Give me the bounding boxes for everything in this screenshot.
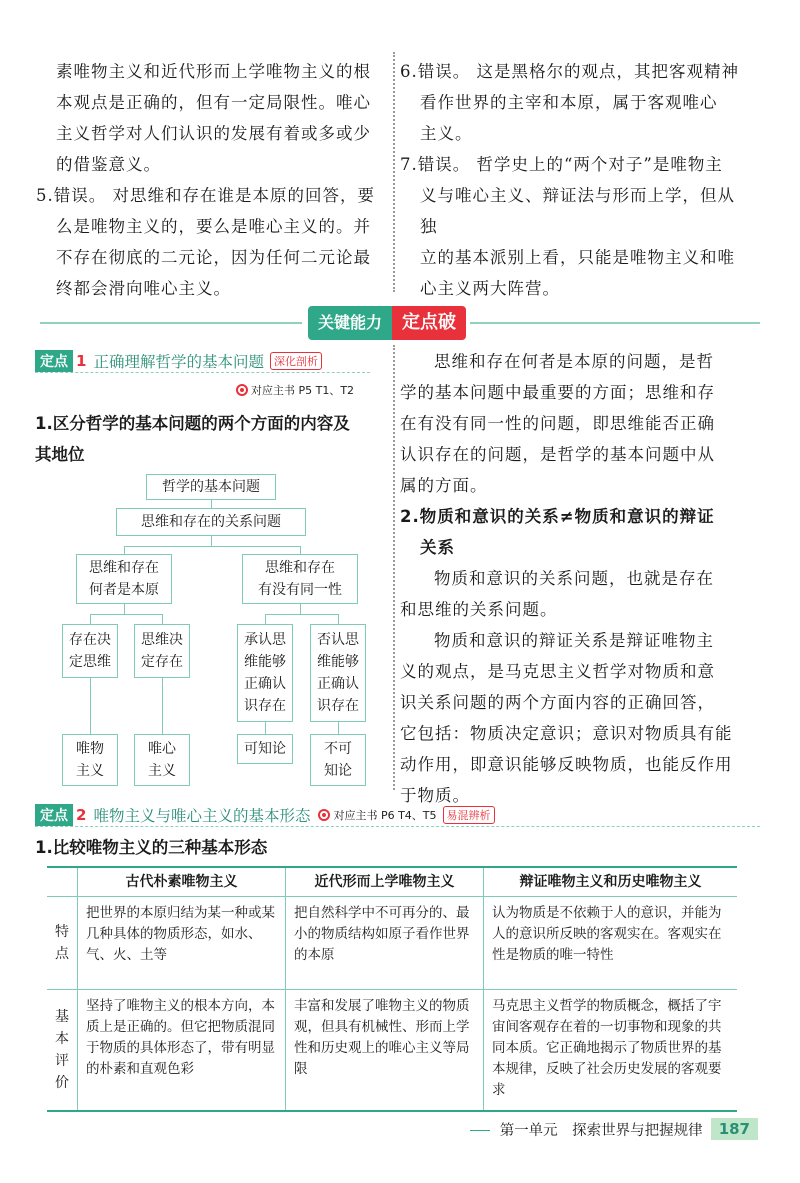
text-line: 5.错误。 对思维和存在谁是本原的回答，要 <box>36 186 375 205</box>
row-label: 基 本 评 价 <box>47 990 78 1112</box>
text-line: 义的观点，是马克思主义哲学对物质和意 <box>400 662 715 681</box>
kp2-heading-1: 1.比较唯物主义的三种基本形态 <box>35 838 268 857</box>
text-line: 心主义两大阵营。 <box>420 279 560 298</box>
text-line: 本观点是正确的，但有一定局限性。唯心 <box>56 93 371 112</box>
tree-connector <box>90 614 162 615</box>
footer-unit-title: 第一单元 探索世界与把握规律 <box>499 1122 703 1139</box>
kp1-right-para-3 <box>400 625 750 811</box>
top-right-column <box>400 56 750 304</box>
tree-node-a <box>76 554 172 604</box>
footer-line <box>470 1130 490 1131</box>
kp-title: 正确理解哲学的基本问题 <box>93 353 264 371</box>
tree-leaf-materialism <box>62 734 118 786</box>
kp-tag: 定点 <box>35 350 73 372</box>
banner-right: 定点破 <box>392 306 466 340</box>
text-line: 看作世界的主宰和本原，属于客观唯心 <box>420 93 718 112</box>
tree-connector <box>300 604 301 614</box>
column-divider-top <box>393 52 395 292</box>
kp1-right-para-1 <box>400 346 750 501</box>
kp-tag-red: 易混辨析 <box>443 806 495 824</box>
table-header: 近代形而上学唯物主义 <box>286 867 484 897</box>
top-left-column <box>36 56 381 304</box>
tree-root <box>146 474 276 500</box>
page-number: 187 <box>711 1118 758 1140</box>
target-icon <box>236 384 248 396</box>
kp1-right-column <box>400 346 750 811</box>
text-line: 于物质。 <box>400 786 470 805</box>
table-cell: 坚持了唯物主义的根本方向，本质上是正确的。但它把物质混同于物质的具体形态了，带有明显的朴素和直观色彩 <box>78 990 286 1112</box>
kp1-heading-2 <box>400 501 750 563</box>
text-line: 2.物质和意识的关系≠物质和意识的辩证 <box>400 507 715 526</box>
tree-label: 思维和存在 何者是本原 <box>89 560 159 598</box>
text-line: 终都会滑向唯心主义。 <box>56 279 231 298</box>
text-line: 主义。 <box>420 124 473 143</box>
tree-label: 可知论 <box>244 741 286 757</box>
text-line: 不存在彻底的二元论，因为任何二元论最 <box>56 248 371 267</box>
text-line: 识关系问题的两个方面内容的正确回答， <box>400 693 715 712</box>
text-line: 思维和存在何者是本原的问题，是哲 <box>434 352 714 371</box>
text-line: 属的方面。 <box>400 476 488 495</box>
table-header: 辩证唯物主义和历史唯物主义 <box>484 867 738 897</box>
tree-label: 思维决 定存在 <box>141 632 183 670</box>
table-cell: 把自然科学中不可再分的、最小的物质结构如原子看作世界的本原 <box>286 897 484 990</box>
para-continued <box>36 56 381 180</box>
tree-connector <box>90 614 91 624</box>
table-header <box>47 867 78 897</box>
text-line: 它包括：物质决定意识；意识对物质具有能 <box>400 724 733 743</box>
item-7 <box>400 149 750 304</box>
tree-label: 思维和存在的关系问题 <box>141 514 281 530</box>
tree-label: 不可 知论 <box>324 741 352 779</box>
table-cell: 把世界的本原归结为某一种或某几种具体的物质形态，如水、气、火、土等 <box>78 897 286 990</box>
text-line: 物质和意识的辩证关系是辩证唯物主 <box>434 631 714 650</box>
tree-node-a1 <box>62 624 118 678</box>
table-cell: 马克思主义哲学的物质概念，概括了宇宙间客观存在着的一切事物和现象的共同本质。它正确地揭示了物质世界的基本规律，反映了社会历史发展的客观要求 <box>484 990 738 1112</box>
kp1-heading-1 <box>35 408 385 470</box>
table-cell: 丰富和发展了唯物主义的物质观，但具有机械性、形而上学性和历史观上的唯心主义等局限 <box>286 990 484 1112</box>
table-header-row <box>47 867 737 897</box>
item-6 <box>400 56 750 149</box>
tree-connector <box>124 546 125 554</box>
tree-level1 <box>116 508 306 536</box>
row-label: 特 点 <box>47 897 78 990</box>
table-header: 古代朴素唯物主义 <box>78 867 286 897</box>
text-line: 主义哲学对人们认识的发展有着或多或少 <box>56 124 371 143</box>
text-line: 在有没有同一性的问题，即思维能否正确 <box>400 414 715 433</box>
table-row <box>47 990 737 1112</box>
tree-leaf-knowable <box>237 734 293 764</box>
kp-title: 唯物主义与唯心主义的基本形态 <box>93 807 311 825</box>
kp1-underline <box>35 372 370 373</box>
target-icon <box>318 809 330 821</box>
tree-label: 思维和存在 有没有同一性 <box>258 560 342 598</box>
tree-leaf-idealism <box>134 734 190 786</box>
tree-connector <box>265 614 338 615</box>
tree-connector <box>124 546 300 547</box>
tree-node-b <box>242 554 358 604</box>
tree-connector <box>265 614 266 624</box>
banner-left: 关键能力 <box>308 306 392 340</box>
tree-connector <box>300 546 301 554</box>
kp-number: 1 <box>76 352 87 370</box>
tree-label: 唯物 主义 <box>76 741 104 779</box>
comparison-table <box>47 866 737 1112</box>
text-line: 认识存在的问题，是哲学的基本问题中从 <box>400 445 715 464</box>
tree-connector <box>338 722 339 734</box>
tree-connector <box>338 614 339 624</box>
page-footer <box>500 1118 758 1140</box>
column-divider-mid <box>393 345 395 790</box>
kp1-right-para-2 <box>400 563 750 625</box>
tree-connector <box>162 614 163 624</box>
kp1-ref-text: 对应主书 P5 T1、T2 <box>251 384 355 397</box>
tree-node-a2 <box>134 624 190 678</box>
text-line: 和思维的关系问题。 <box>400 600 558 619</box>
text-line: 物质和意识的关系问题，也就是存在 <box>434 569 714 588</box>
tree-leaf-unknowable <box>310 734 366 786</box>
key-point-2-header <box>35 804 495 826</box>
text-line: 么是唯物主义的，要么是唯心主义的。并 <box>56 217 371 236</box>
banner-line-right <box>470 322 760 324</box>
section-banner <box>308 306 466 340</box>
tree-connector <box>265 722 266 734</box>
text-line: 立的基本派别上看，只能是唯物主义和唯 <box>420 248 735 267</box>
kp-tag: 定点 <box>35 804 73 826</box>
tree-node-b2 <box>310 624 366 722</box>
kp2-underline <box>35 826 760 827</box>
tree-label: 否认思 维能够 正确认 识存在 <box>317 632 359 714</box>
kp-number: 2 <box>76 806 87 824</box>
text-line: 动作用，即意识能够反映物质，也能反作用 <box>400 755 733 774</box>
tree-connector <box>162 678 163 734</box>
tree-label: 存在决 定思维 <box>69 632 111 670</box>
item-5 <box>36 180 381 304</box>
banner-line-left <box>40 322 302 324</box>
tree-node-b1 <box>237 624 293 722</box>
tree-label: 唯心 主义 <box>148 741 176 779</box>
tree-connector <box>211 536 212 546</box>
kp2-ref-text: 对应主书 P6 T4、T5 <box>333 809 437 822</box>
text-line: 素唯物主义和近代形而上学唯物主义的根 <box>56 62 371 81</box>
tree-connector <box>211 500 212 508</box>
tree-label: 承认思 维能够 正确认 识存在 <box>244 632 286 714</box>
tree-connector <box>90 678 91 734</box>
text-line: 其地位 <box>35 445 85 464</box>
text-line: 6.错误。 这是黑格尔的观点，其把客观精神 <box>400 62 739 81</box>
kp-tag-red: 深化剖析 <box>270 352 322 370</box>
text-line: 关系 <box>420 538 455 557</box>
text-line: 7.错误。 哲学史上的“两个对子”是唯物主 <box>400 155 723 174</box>
text-line: 义与唯心主义、辩证法与形而上学，但从独 <box>420 186 735 236</box>
text-line: 学的基本问题中最重要的方面；思维和存 <box>400 383 715 402</box>
kp1-reference <box>228 382 354 398</box>
text-line: 的借鉴意义。 <box>56 155 161 174</box>
table-row <box>47 897 737 990</box>
table-cell: 认为物质是不依赖于人的意识，并能为人的意识所反映的客观实在。客观实在性是物质的唯一特性 <box>484 897 738 990</box>
text-line: 1.区分哲学的基本问题的两个方面的内容及 <box>35 414 350 433</box>
key-point-1-header <box>35 350 322 372</box>
tree-connector <box>124 604 125 614</box>
tree-label: 哲学的基本问题 <box>162 479 260 495</box>
